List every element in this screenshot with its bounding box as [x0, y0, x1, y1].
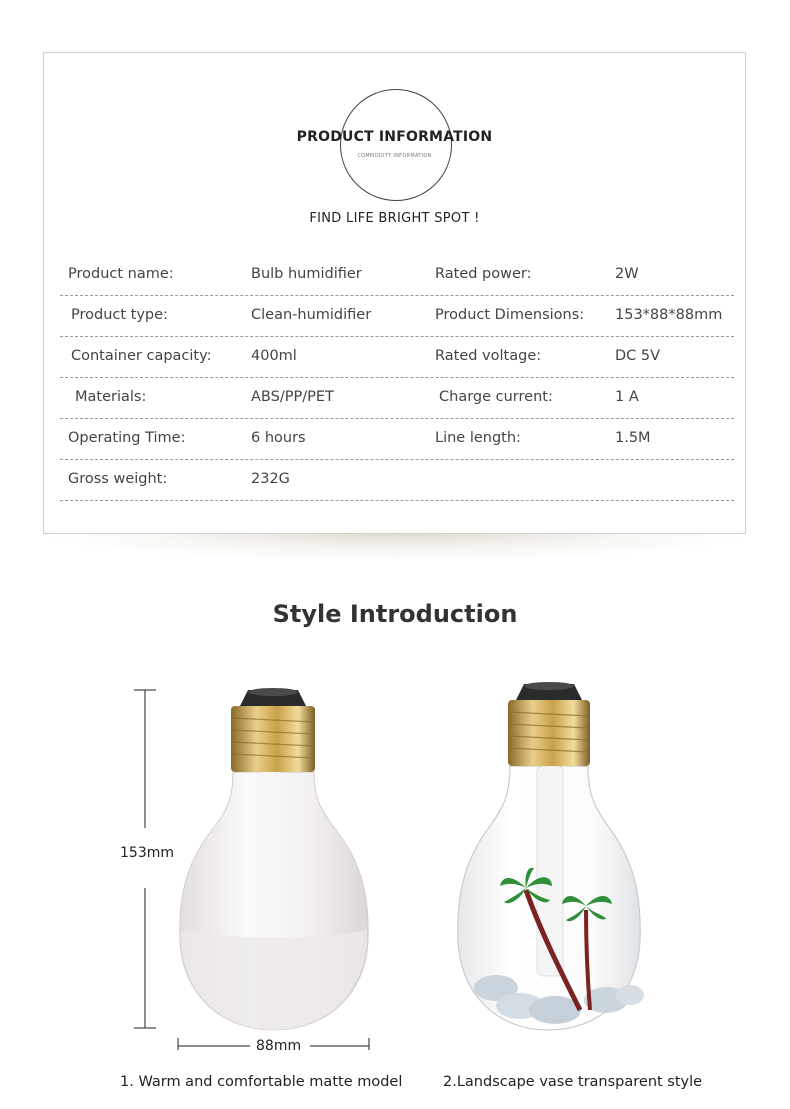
- spec-label: Operating Time:: [68, 430, 186, 446]
- spec-value: Bulb humidifier: [251, 266, 362, 282]
- spec-value: 232G: [251, 471, 290, 487]
- spec-label: Gross weight:: [68, 471, 168, 487]
- spec-label: Product type:: [71, 307, 168, 323]
- product-illustration: [0, 670, 790, 1050]
- spec-row: [60, 337, 734, 378]
- product-info-card: [43, 52, 746, 534]
- spec-value: 400ml: [251, 348, 297, 364]
- caption-landscape-style: 2.Landscape vase transparent style: [443, 1074, 703, 1090]
- card-shadow: [52, 530, 742, 560]
- spec-label: Container capacity:: [71, 348, 212, 364]
- spec-label: Rated voltage:: [435, 348, 542, 364]
- spec-value: 1 A: [615, 389, 639, 405]
- spec-row: [60, 255, 734, 296]
- spec-label: Product name:: [68, 266, 174, 282]
- caption-matte-model: 1. Warm and comfortable matte model: [120, 1074, 403, 1090]
- spec-value: 153*88*88mm: [615, 307, 723, 323]
- spec-row: [60, 378, 734, 419]
- title-circle-decoration: [340, 89, 452, 201]
- spec-label: Line length:: [435, 430, 521, 446]
- spec-row: [60, 460, 734, 501]
- spec-label: Materials:: [75, 389, 147, 405]
- spec-label: Charge current:: [439, 389, 553, 405]
- product-info-title: PRODUCT INFORMATION: [296, 129, 493, 145]
- spec-value: 1.5M: [615, 430, 651, 446]
- spec-row: [60, 296, 734, 337]
- spec-label: Rated power:: [435, 266, 532, 282]
- height-dimension-label: 153mm: [120, 845, 174, 861]
- spec-value: 6 hours: [251, 430, 306, 446]
- spec-table: [60, 255, 734, 501]
- product-info-subtitle: COMMODITY INFORMATION: [357, 153, 432, 159]
- width-dimension-label: 88mm: [256, 1038, 302, 1054]
- spec-value: DC 5V: [615, 348, 661, 364]
- spec-row: [60, 419, 734, 460]
- landscape-bulb-image: [458, 682, 644, 1030]
- style-introduction-heading: Style Introduction: [272, 600, 518, 628]
- spec-value: ABS/PP/PET: [251, 389, 334, 405]
- spec-value: 2W: [615, 266, 639, 282]
- product-info-tagline: FIND LIFE BRIGHT SPOT !: [309, 211, 480, 226]
- spec-value: Clean-humidifier: [251, 307, 372, 323]
- spec-label: Product Dimensions:: [435, 307, 585, 323]
- matte-bulb-image: [180, 688, 368, 1030]
